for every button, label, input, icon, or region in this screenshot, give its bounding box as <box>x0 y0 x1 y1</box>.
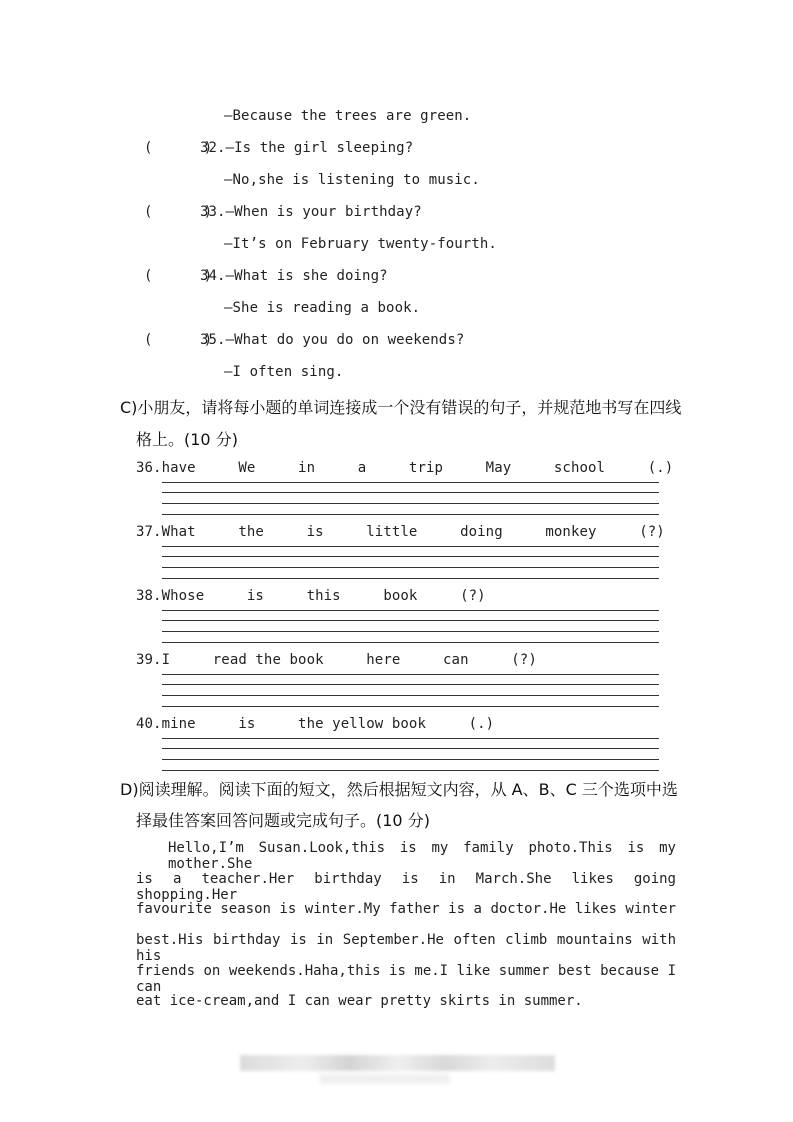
question-32: 32.—Is the girl sleeping? <box>200 140 414 156</box>
section-c-heading-cont: 格上。(10 分) <box>136 430 238 449</box>
passage-line: is a teacher.Her birthday is in March.She likes going shopping.Her <box>136 871 676 903</box>
writing-lines-37[interactable] <box>162 546 659 580</box>
answer-31: —Because the trees are green. <box>224 108 472 124</box>
blurred-footer-sub <box>320 1074 450 1084</box>
writing-lines-38[interactable] <box>162 610 659 644</box>
answer-paren-34[interactable]: ( ) <box>144 268 213 284</box>
question-36: 36.have We in a trip May school (.) <box>136 460 674 476</box>
passage-line: friends on weekends.Haha,this is me.I like summer best because I can <box>136 963 676 995</box>
question-40: 40.mine is the yellow book (.) <box>136 716 495 732</box>
question-37: 37.What the is little doing monkey (?) <box>136 524 665 540</box>
answer-paren-35[interactable]: ( ) <box>144 332 213 348</box>
writing-lines-36[interactable] <box>162 482 659 516</box>
section-d-heading: D)阅读理解。阅读下面的短文，然后根据短文内容，从 A、B、C 三个选项中选 <box>120 780 678 799</box>
writing-lines-40[interactable] <box>162 738 659 772</box>
passage-line: best.His birthday is in September.He often climb mountains with his <box>136 932 676 964</box>
blurred-footer <box>240 1055 555 1071</box>
answer-33: —It’s on February twenty-fourth. <box>224 236 497 252</box>
question-38: 38.Whose is this book (?) <box>136 588 486 604</box>
section-c-heading: C)小朋友，请将每小题的单词连接成一个没有错误的句子，并规范地书写在四线 <box>120 398 682 417</box>
section-d-heading-cont: 择最佳答案回答问题或完成句子。(10 分) <box>136 811 430 830</box>
passage-line: eat ice-cream,and I can wear pretty skirts in summer. <box>136 993 583 1009</box>
writing-lines-39[interactable] <box>162 674 659 708</box>
passage-line: Hello,I’m Susan.Look,this is my family photo.This is my mother.She <box>168 840 676 872</box>
answer-paren-33[interactable]: ( ) <box>144 204 213 220</box>
answer-paren-32[interactable]: ( ) <box>144 140 213 156</box>
question-34: 34.—What is she doing? <box>200 268 388 284</box>
answer-35: —I often sing. <box>224 364 344 380</box>
passage-line: favourite season is winter.My father is a doctor.He likes winter <box>136 901 676 917</box>
question-33: 33.—When is your birthday? <box>200 204 422 220</box>
answer-32: —No,she is listening to music. <box>224 172 480 188</box>
question-35: 35.—What do you do on weekends? <box>200 332 465 348</box>
question-39: 39.I read the book here can (?) <box>136 652 537 668</box>
answer-34: —She is reading a book. <box>224 300 421 316</box>
